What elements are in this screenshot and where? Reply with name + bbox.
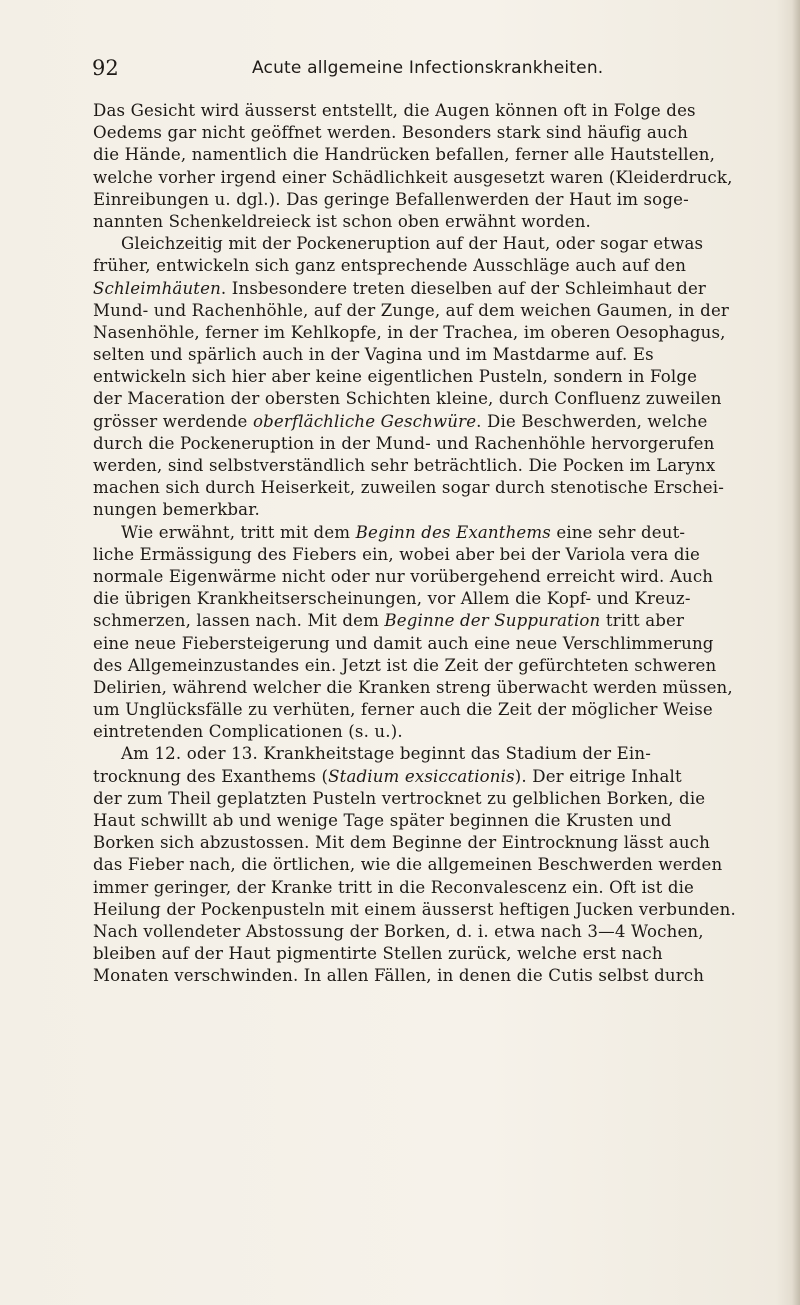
text-segment: machen sich durch Heiserkeit, zuweilen sogar durch stenotische Erschei- xyxy=(93,478,724,498)
text-segment: Nach vollendeter Abstossung der Borken, d. i. etwa nach 3—4 Wochen, xyxy=(93,921,704,941)
text-segment: bleiben auf der Haut pigmentirte Stellen zurück, welche erst nach xyxy=(93,944,663,964)
text-segment: Mund- und Rachenhöhle, auf der Zunge, auf dem weichen Gaumen, in der xyxy=(93,300,729,320)
text-segment: . Insbesondere treten dieselben auf der Schleimhaut der xyxy=(220,278,706,298)
text-line xyxy=(93,788,793,810)
text-segment: der Maceration der obersten Schichten kleine, durch Confluenz zuweilen xyxy=(93,389,722,409)
text-line xyxy=(93,655,793,677)
text-line xyxy=(93,211,793,233)
text-segment: Borken sich abzustossen. Mit dem Beginne der Eintrocknung lässt auch xyxy=(93,833,710,853)
text-segment: Einreibungen u. dgl.). Das geringe Befallenwerden der Haut im soge- xyxy=(93,189,689,209)
text-line xyxy=(93,610,793,632)
text-line xyxy=(93,477,793,499)
page-header xyxy=(92,56,792,86)
text-line xyxy=(93,522,793,544)
text-line xyxy=(93,100,793,122)
text-segment: Das Gesicht wird äusserst entstellt, die Augen können oft in Folge des xyxy=(93,101,696,120)
text-line xyxy=(93,144,793,166)
text-segment: Am 12. oder 13. Krankheitstage beginnt das Stadium der Ein- xyxy=(121,744,651,764)
text-line xyxy=(93,943,793,965)
text-segment: um Unglücksfälle zu verhüten, ferner auch die Zeit der möglicher Weise xyxy=(93,700,713,720)
text-segment: trocknung des Exanthems ( xyxy=(93,766,329,786)
text-line xyxy=(93,300,793,322)
italic-text: Stadium exsiccationis xyxy=(328,766,515,786)
text-segment: eine sehr deut- xyxy=(550,522,686,542)
text-line xyxy=(93,877,793,899)
text-segment: Heilung der Pockenpusteln mit einem äusserst heftigen Jucken verbunden. xyxy=(93,899,736,919)
text-line xyxy=(93,921,793,943)
text-segment: Gleichzeitig mit der Pockeneruption auf der Haut, oder sogar etwas xyxy=(121,234,704,254)
text-segment: normale Eigenwärme nicht oder nur vorübergehend erreicht wird. Auch xyxy=(93,566,714,586)
running-title: Acute allgemeine Infectionskrankheiten. xyxy=(252,58,604,78)
text-line xyxy=(93,899,793,921)
text-segment: selten und spärlich auch in der Vagina und im Mastdarme auf. Es xyxy=(93,345,654,365)
text-segment: Haut schwillt ab und wenige Tage später beginnen die Krusten und xyxy=(93,811,672,830)
text-line xyxy=(93,699,793,721)
text-line xyxy=(93,832,793,854)
italic-text: Schleimhäuten xyxy=(93,278,221,298)
text-line xyxy=(93,455,793,477)
text-segment: nungen bemerkbar. xyxy=(93,500,260,520)
text-line xyxy=(93,633,793,655)
text-line xyxy=(93,433,793,455)
italic-text: Beginn des Exanthems xyxy=(355,522,551,542)
text-segment: immer geringer, der Kranke tritt in die Reconvalescenz ein. Oft ist die xyxy=(93,877,695,897)
italic-text: oberflächliche Geschwüre xyxy=(252,411,477,431)
text-line xyxy=(93,566,793,588)
text-segment: nannten Schenkeldreieck ist schon oben erwähnt worden. xyxy=(93,211,591,231)
text-segment: welche vorher irgend einer Schädlichkeit ausgesetzt waren (Kleiderdruck, xyxy=(93,167,733,187)
text-segment: eine neue Fiebersteigerung und damit auch eine neue Verschlimmerung xyxy=(93,633,714,653)
text-segment: eintretenden Complicationen (s. u.). xyxy=(93,722,403,742)
body-text xyxy=(93,100,793,988)
text-segment: liche Ermässigung des Fiebers ein, wobei aber bei der Variola vera die xyxy=(93,544,701,564)
text-line xyxy=(93,766,793,788)
text-line xyxy=(93,255,793,277)
text-segment: werden, sind selbstverständlich sehr beträchtlich. Die Pocken im Larynx xyxy=(93,456,716,475)
text-line xyxy=(93,122,793,144)
text-segment: entwickeln sich hier aber keine eigentlichen Pusteln, sondern in Folge xyxy=(93,367,698,387)
text-line xyxy=(93,411,793,433)
text-line xyxy=(93,677,793,699)
text-line xyxy=(93,854,793,876)
text-segment: früher, entwickeln sich ganz entsprechende Ausschläge auch auf den xyxy=(93,256,687,276)
text-line xyxy=(93,743,793,765)
text-segment: der zum Theil geplatzten Pusteln vertrocknet zu gelblichen Borken, die xyxy=(93,788,706,808)
text-segment: . Die Beschwerden, welche xyxy=(476,411,708,431)
text-line xyxy=(93,544,793,566)
text-segment: die übrigen Krankheitserscheinungen, vor Allem die Kopf- und Kreuz- xyxy=(93,589,691,609)
text-line xyxy=(93,167,793,189)
text-segment: Delirien, während welcher die Kranken streng überwacht werden müssen, xyxy=(93,677,733,697)
text-line xyxy=(93,233,793,255)
text-segment: Nasenhöhle, ferner im Kehlkopfe, in der Trachea, im oberen Oesophagus, xyxy=(93,322,726,342)
text-segment: durch die Pockeneruption in der Mund- und Rachenhöhle hervorgerufen xyxy=(93,433,715,453)
text-segment: Wie erwähnt, tritt mit dem xyxy=(121,522,356,542)
text-segment: ). Der eitrige Inhalt xyxy=(514,766,682,786)
italic-text: Beginne der Suppuration xyxy=(384,611,601,631)
text-segment: grösser werdende xyxy=(93,411,253,431)
text-segment: tritt aber xyxy=(600,611,685,631)
page-number: 92 xyxy=(92,56,119,80)
text-line xyxy=(93,344,793,366)
text-segment: schmerzen, lassen nach. Mit dem xyxy=(93,611,385,631)
text-line xyxy=(93,388,793,410)
text-segment: das Fieber nach, die örtlichen, wie die allgemeinen Beschwerden werden xyxy=(93,855,723,875)
text-line xyxy=(93,965,793,987)
text-line xyxy=(93,588,793,610)
text-segment: Monaten verschwinden. In allen Fällen, in denen die Cutis selbst durch xyxy=(93,966,705,986)
text-line xyxy=(93,189,793,211)
text-line xyxy=(93,278,793,300)
text-line xyxy=(93,810,793,832)
text-line xyxy=(93,322,793,344)
text-line xyxy=(93,366,793,388)
page-edge-shadow xyxy=(792,0,800,1305)
text-segment: die Hände, namentlich die Handrücken befallen, ferner alle Hautstellen, xyxy=(93,145,716,165)
text-segment: des Allgemeinzustandes ein. Jetzt ist die Zeit der gefürchteten schweren xyxy=(93,655,717,675)
text-line xyxy=(93,721,793,743)
text-line xyxy=(93,499,793,521)
text-segment: Oedems gar nicht geöffnet werden. Besonders stark sind häufig auch xyxy=(93,123,689,143)
